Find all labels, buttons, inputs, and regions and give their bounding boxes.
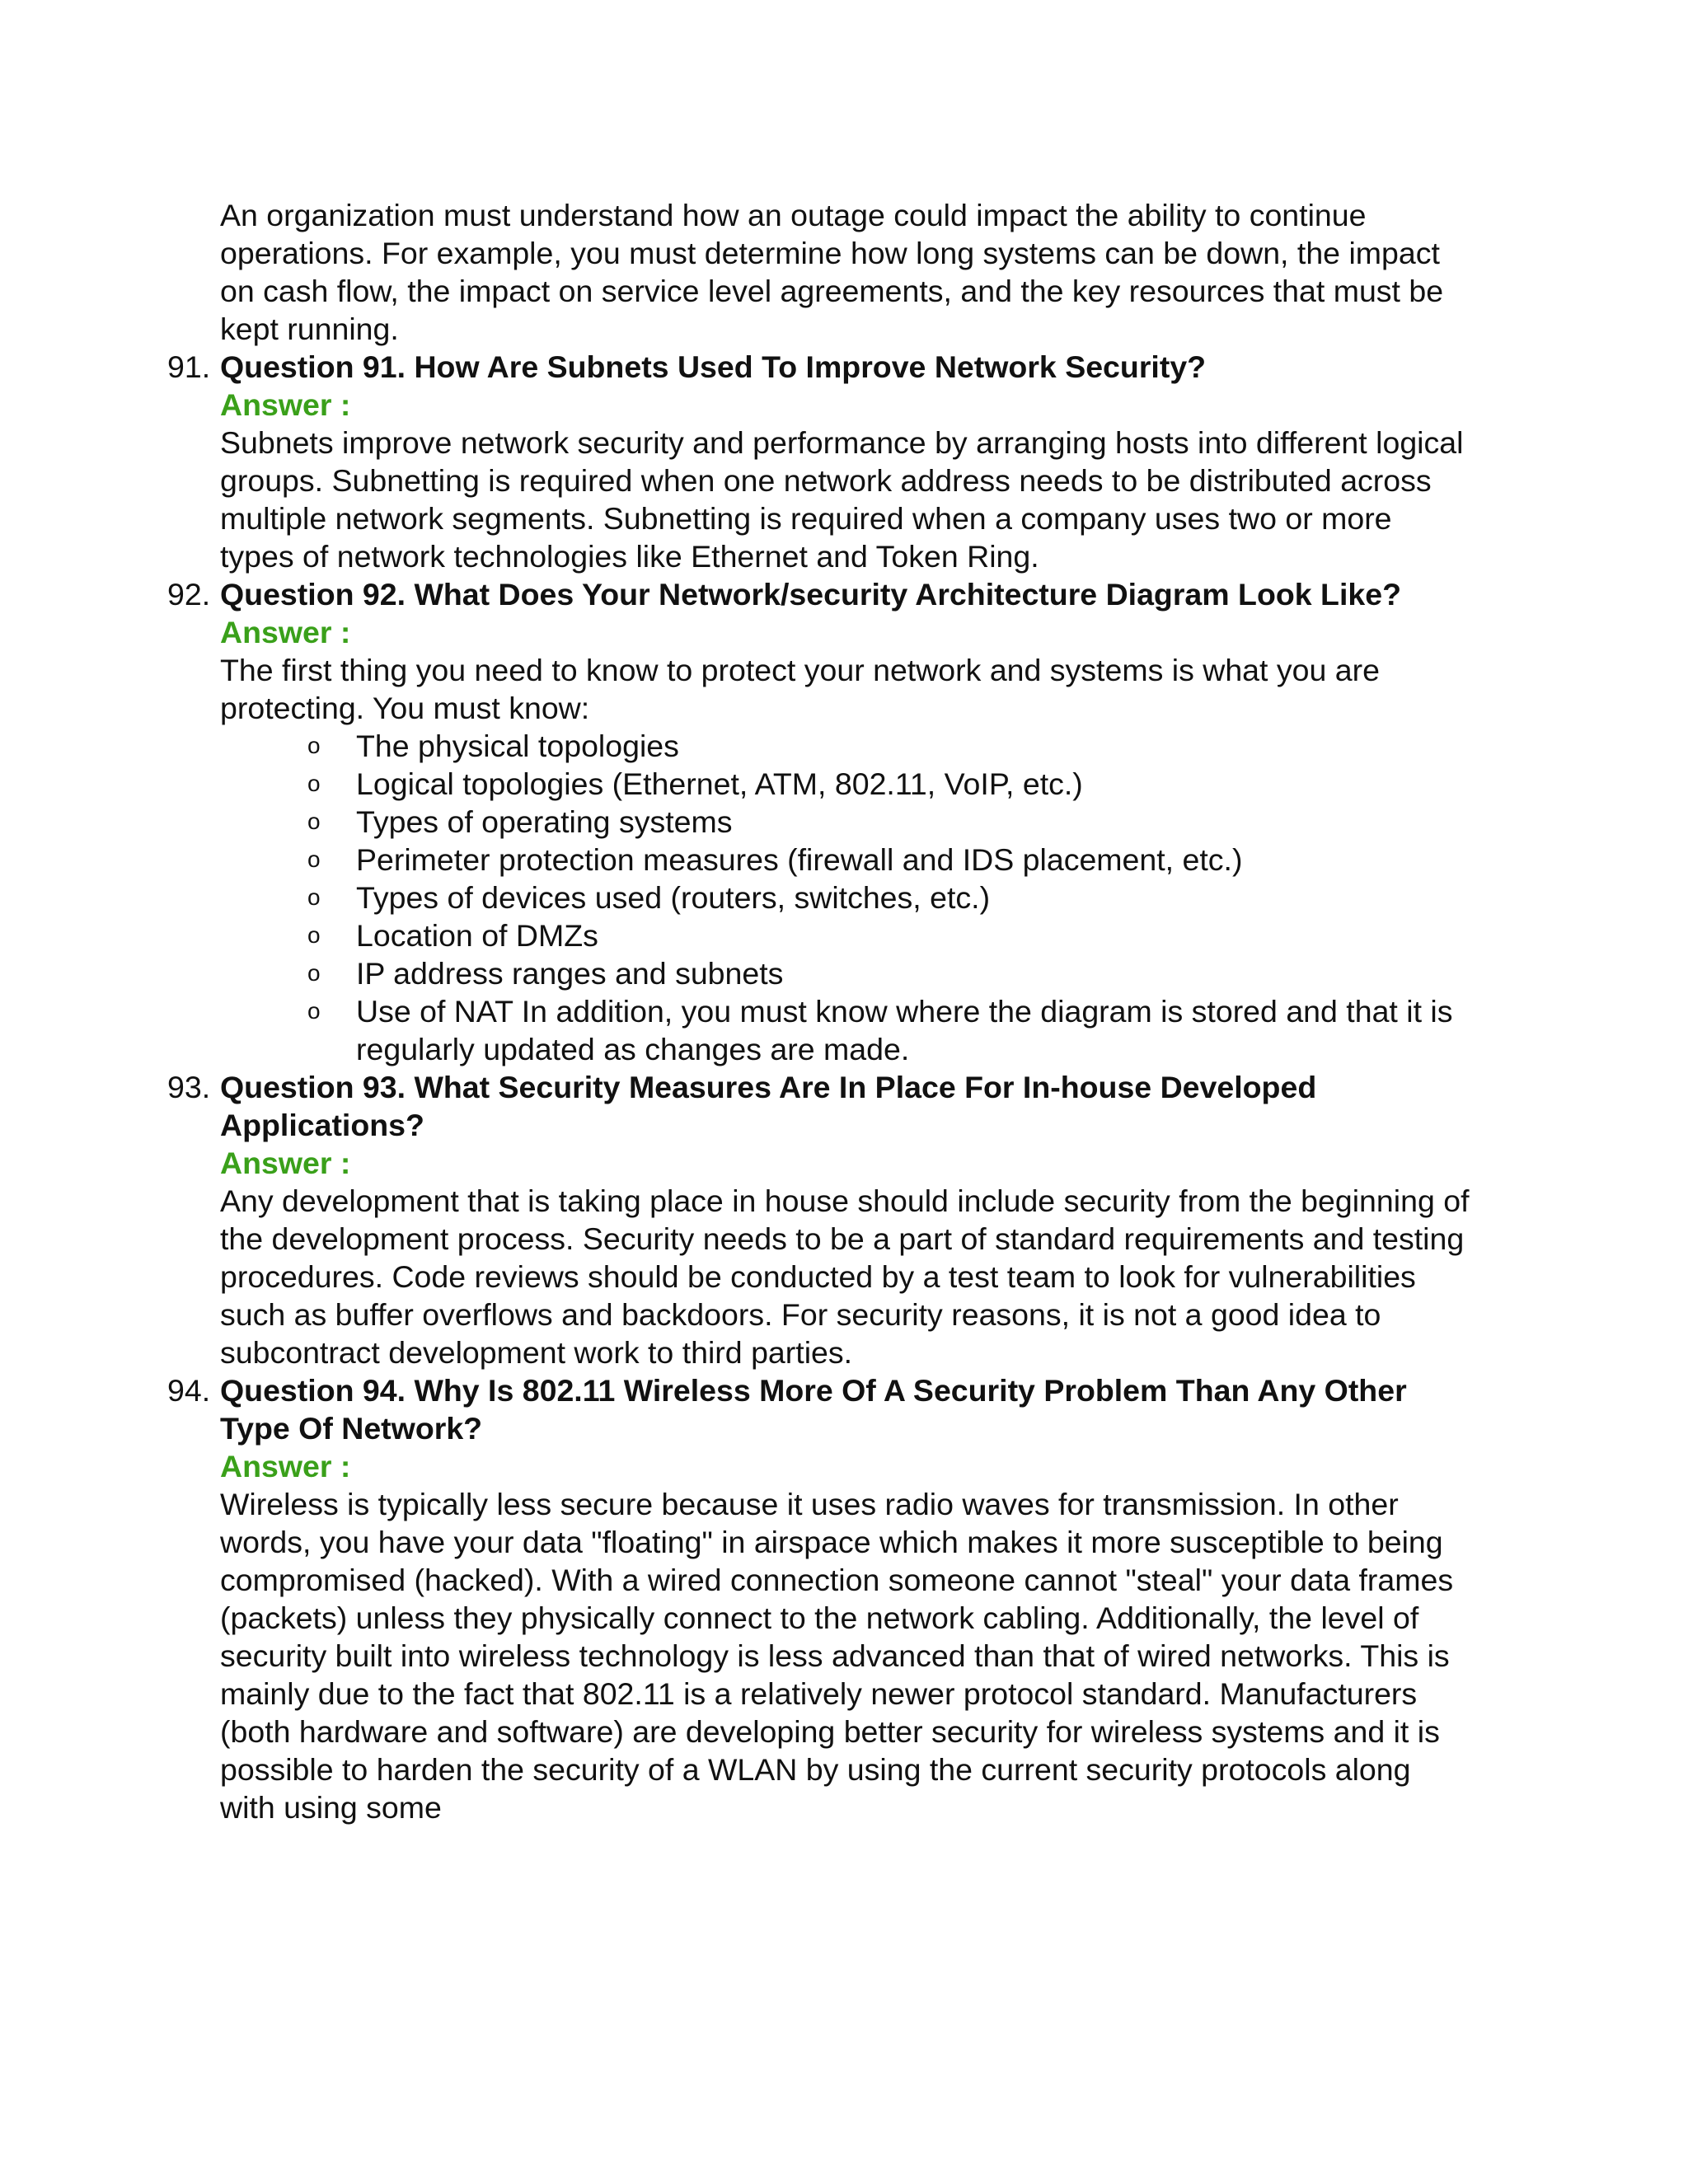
qa-item xyxy=(167,575,1473,1068)
bullet-icon: o xyxy=(307,922,321,948)
qa-item xyxy=(167,348,1473,575)
intro-paragraph: An organization must understand how an outage could impact the ability to continue operations. For example, you must determine how long systems can be down, the impact on cash flow, the impact on service level agreements, and the key resources that must be kept running. xyxy=(220,198,1444,346)
list-item-text: Use of NAT In addition, you must know where the diagram is stored and that it is regularly updated as changes are made. xyxy=(356,994,1453,1066)
bullet-icon: o xyxy=(307,884,321,910)
bullet-icon: o xyxy=(307,960,321,986)
bullet-icon: o xyxy=(307,771,321,796)
question-number: 91. xyxy=(167,349,211,384)
answer-label: Answer : xyxy=(220,1449,351,1483)
list-item xyxy=(220,841,1473,879)
bullet-list xyxy=(220,727,1473,1068)
answer-label: Answer : xyxy=(220,615,351,649)
question-heading: Question 91. How Are Subnets Used To Improve Network Security? xyxy=(220,349,1207,384)
document-body xyxy=(167,196,1473,1826)
list-item-text: IP address ranges and subnets xyxy=(356,956,784,991)
bullet-icon: o xyxy=(307,733,321,758)
list-item xyxy=(220,765,1473,803)
question-number: 92. xyxy=(167,577,211,612)
qa-item xyxy=(167,1371,1473,1826)
question-heading: Question 92. What Does Your Network/security Architecture Diagram Look Like? xyxy=(220,577,1401,612)
list-item-text: Types of devices used (routers, switches, etc.) xyxy=(356,880,991,915)
list-item-text: Types of operating systems xyxy=(356,804,733,839)
answer-text: Any development that is taking place in house should include security from the beginning of the development process. Security needs to be a part of standard requirements and testing procedures. Code reviews should be conducted by a test team to look for vulnerabilities such as buffer overflows and backdoors. For security reasons, it is not a good idea to subcontract development work to third parties. xyxy=(220,1183,1470,1370)
list-item-text: Location of DMZs xyxy=(356,918,598,953)
question-heading: Question 94. Why Is 802.11 Wireless More Of A Security Problem Than Any Other Type Of Network? xyxy=(220,1373,1407,1446)
question-heading: Question 93. What Security Measures Are In Place For In-house Developed Applications? xyxy=(220,1070,1317,1142)
list-item-text: Perimeter protection measures (firewall and IDS placement, etc.) xyxy=(356,842,1243,877)
answer-text: The first thing you need to know to protect your network and systems is what you are protecting. You must know: xyxy=(220,653,1380,725)
question-number: 94. xyxy=(167,1373,211,1408)
list-item-text: Logical topologies (Ethernet, ATM, 802.11, VoIP, etc.) xyxy=(356,766,1083,801)
list-item xyxy=(220,954,1473,992)
list-item xyxy=(220,916,1473,954)
answer-label: Answer : xyxy=(220,1146,351,1180)
answer-text: Wireless is typically less secure because it uses radio waves for transmission. In other words, you have your data "floating" in airspace which makes it more susceptible to being compromised (hacked). With a wired connection someone cannot "steal" your data frames (packets) unless they physically connect to the network cabling. Additionally, the level of security built into wireless technology is less advanced than that of wired networks. This is mainly due to the fact that 802.11 is a relatively newer protocol standard. Manufacturers (both hardware and software) are developing better security for wireless systems and it is possible to harden the security of a WLAN by using the current security protocols along with using some xyxy=(220,1487,1454,1825)
qa-item xyxy=(167,1068,1473,1371)
bullet-icon: o xyxy=(307,846,321,872)
bullet-icon: o xyxy=(307,998,321,1024)
list-item-text: The physical topologies xyxy=(356,729,679,763)
answer-label: Answer : xyxy=(220,387,351,422)
list-item xyxy=(220,803,1473,841)
bullet-icon: o xyxy=(307,808,321,834)
answer-text: Subnets improve network security and performance by arranging hosts into different logical groups. Subnetting is required when one network address needs to be distributed across multiple network segments. Subnetting is required when a company uses two or more types of network technologies like Ethernet and Token Ring. xyxy=(220,425,1464,574)
question-number: 93. xyxy=(167,1070,211,1104)
list-item xyxy=(220,879,1473,916)
list-item xyxy=(220,727,1473,765)
list-item xyxy=(220,992,1473,1068)
